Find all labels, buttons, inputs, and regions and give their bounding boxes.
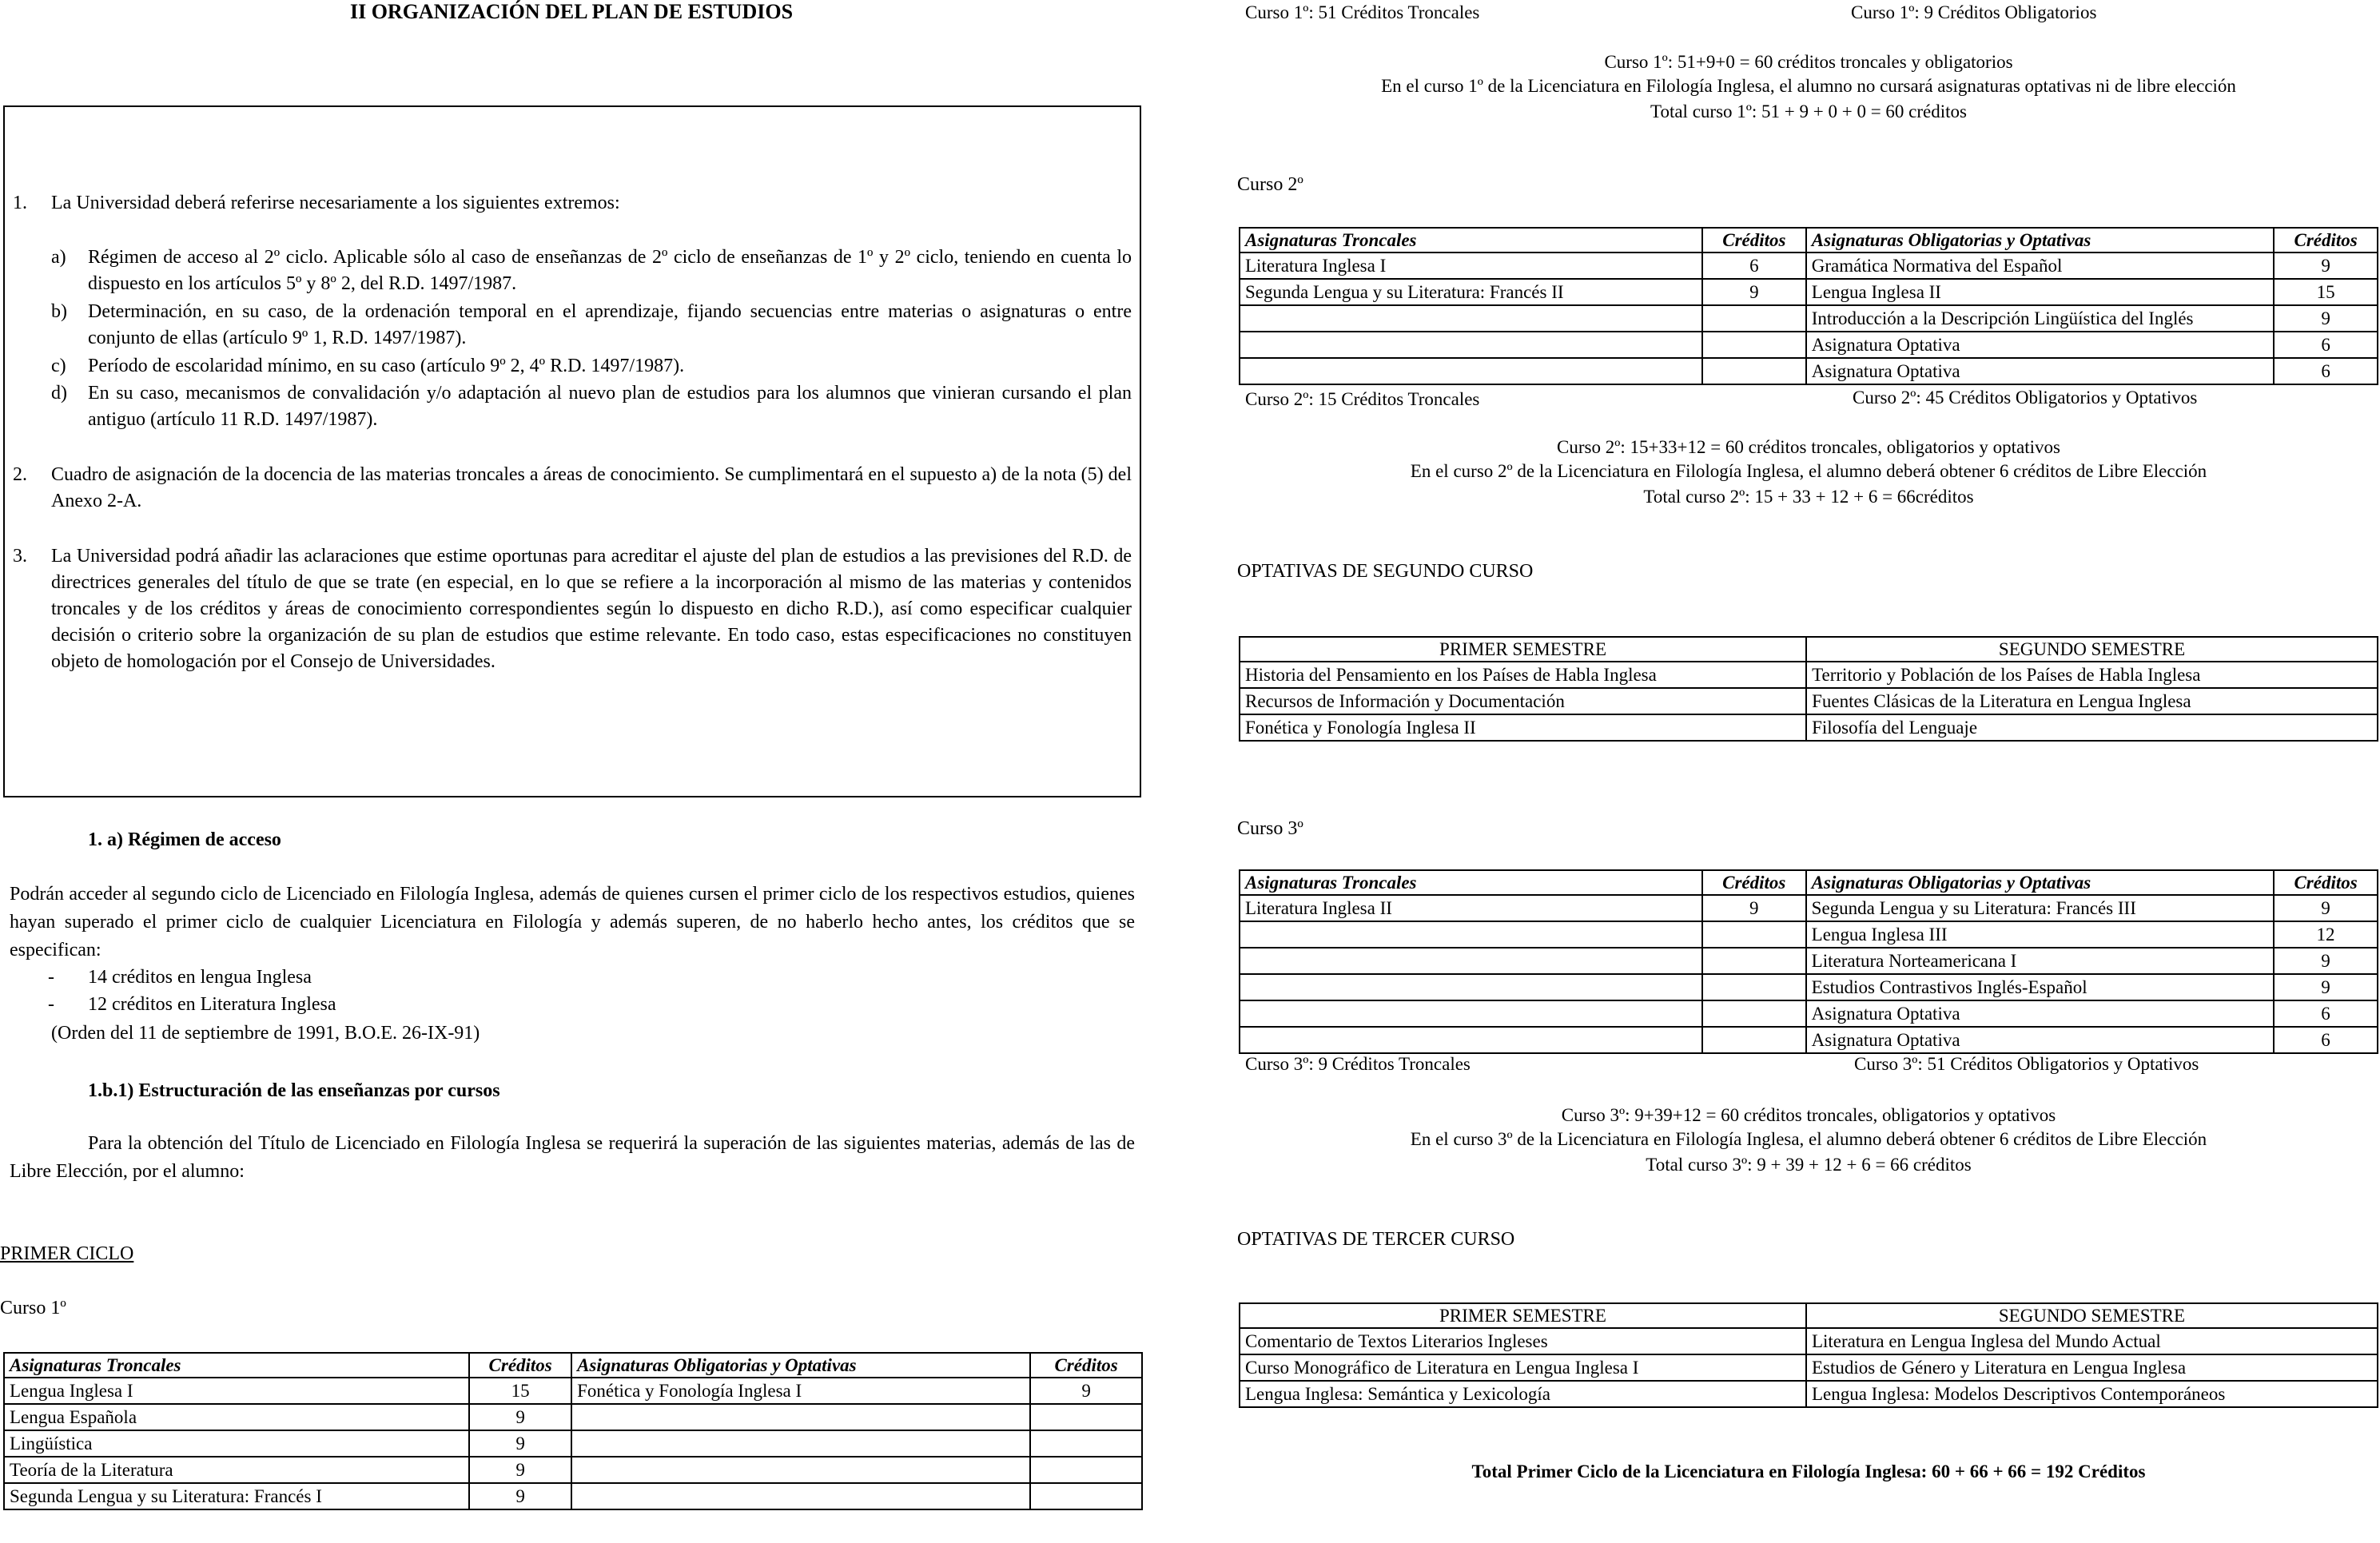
header-troncales: Asignaturas Troncales <box>4 1353 469 1378</box>
table-cell <box>1240 1000 1702 1027</box>
course3-total: Total curso 3º: 9 + 39 + 12 + 6 = 66 créditos <box>1646 1155 1972 1175</box>
table-cell <box>571 1483 1030 1509</box>
table-header-row <box>1240 1303 2378 1328</box>
table-row <box>4 1430 1142 1457</box>
course1-summary-troncales: Curso 1º: 51 Créditos Troncales <box>1245 2 1480 22</box>
opt3-title: OPTATIVAS DE TERCER CURSO <box>1237 1229 1515 1250</box>
table-cell: Fonética y Fonología Inglesa II <box>1240 714 1806 741</box>
table-cell: Lengua Inglesa: Semántica y Lexicología <box>1240 1381 1806 1407</box>
table-cell: Territorio y Población de los Países de Habla Inglesa <box>1806 662 2378 688</box>
table-cell <box>1702 305 1806 332</box>
table-cell <box>1030 1483 1142 1509</box>
table-cell: 9 <box>2274 974 2378 1000</box>
course1-summary-obligatorios: Curso 1º: 9 Créditos Obligatorios <box>1851 2 2097 22</box>
header-troncales: Asignaturas Troncales <box>1240 870 1702 895</box>
table-row <box>1240 1328 2378 1354</box>
header-troncales: Asignaturas Troncales <box>1240 228 1702 253</box>
note-number: d) <box>51 383 67 404</box>
table-cell: 6 <box>2274 1027 2378 1053</box>
table-cell: Estudios Contrastivos Inglés-Español <box>1806 974 2274 1000</box>
grand-total: Total Primer Ciclo de la Licenciatura en Filología Inglesa: 60 + 66 + 66 = 192 Créditos <box>1471 1461 2146 1481</box>
table-cell: 9 <box>469 1404 571 1430</box>
struct-heading: 1.b.1) Estructuración de las enseñanzas por cursos <box>88 1080 500 1101</box>
table-cell: Lingüística <box>4 1430 469 1457</box>
access-item-dash: - <box>48 994 54 1015</box>
table-cell: Lengua Inglesa III <box>1806 921 2274 948</box>
table-row <box>1240 714 2378 741</box>
notes-box <box>3 105 1141 797</box>
table-cell: Literatura Inglesa II <box>1240 895 1702 921</box>
struct-text: Para la obtención del Título de Licenciado en Filología Inglesa se requerirá la superación de las siguientes materias, además de las de Libre Elección, por el alumno: <box>10 1133 1135 1182</box>
table-cell: Segunda Lengua y su Literatura: Francés I <box>4 1483 469 1509</box>
note-text: En su caso, mecanismos de convalidación y/o adaptación al nuevo plan de estudios para los alumnos que vinieran cursando el plan antiguo (artículo 11 R.D. 1497/1987). <box>88 383 1132 430</box>
header-creditos: Créditos <box>2274 228 2378 253</box>
course2-calc: Curso 2º: 15+33+12 = 60 créditos troncales, obligatorios y optativos <box>1557 437 2060 457</box>
note-number: 1. <box>13 193 27 213</box>
table-row <box>1240 253 2378 279</box>
note-number: b) <box>51 301 67 322</box>
table-cell <box>571 1404 1030 1430</box>
table-cell: 9 <box>2274 948 2378 974</box>
table-cell: Introducción a la Descripción Lingüística del Inglés <box>1806 305 2274 332</box>
header-segundo-semestre: SEGUNDO SEMESTRE <box>1806 1303 2378 1328</box>
note-number: 2. <box>13 464 27 485</box>
table-row <box>4 1404 1142 1430</box>
table-row <box>1240 974 2378 1000</box>
table-cell <box>1702 921 1806 948</box>
table-cell <box>1702 332 1806 358</box>
header-creditos: Créditos <box>1030 1353 1142 1378</box>
table-cell: 9 <box>2274 305 2378 332</box>
table-cell <box>1240 1027 1702 1053</box>
table-cell: 9 <box>2274 253 2378 279</box>
note-text: La Universidad podrá añadir las aclaraciones que estime oportunas para acreditar el ajuste del plan de estudios a las previsiones del R.D. de directrices generales del título de que se trate (en especial, en lo que se refiere a la incorporación al mismo de las materias y contenidos troncales y de los créditos y áreas de conocimiento correspondientes según lo dispuesto en dicho R.D.), así como especificar cualquier decisión o criterio sobre la organización de su plan de estudios que estime relevante. En todo caso, estas especificaciones no constituyen objeto de homologación por el Consejo de Universidades. <box>51 546 1132 672</box>
table-row <box>1240 1381 2378 1407</box>
header-obligatorias: Asignaturas Obligatorias y Optativas <box>1806 228 2274 253</box>
table-cell: Lengua Inglesa I <box>4 1378 469 1404</box>
table-row <box>1240 1000 2378 1027</box>
table-cell: Comentario de Textos Literarios Ingleses <box>1240 1328 1806 1354</box>
note-number: c) <box>51 356 66 376</box>
access-item: 14 créditos en lengua Inglesa <box>88 967 312 988</box>
table-cell: 12 <box>2274 921 2378 948</box>
table-cell: Fuentes Clásicas de la Literatura en Lengua Inglesa <box>1806 688 2378 714</box>
table-row <box>1240 688 2378 714</box>
course3-summary-troncales: Curso 3º: 9 Créditos Troncales <box>1245 1054 1471 1074</box>
course1-calc: Curso 1º: 51+9+0 = 60 créditos troncales y obligatorios <box>1604 52 2013 72</box>
table-cell: 9 <box>469 1483 571 1509</box>
course3-calc: Curso 3º: 9+39+12 = 60 créditos troncales, obligatorios y optativos <box>1561 1105 2056 1125</box>
table-cell: Historia del Pensamiento en los Países de Habla Inglesa <box>1240 662 1806 688</box>
access-item: 12 créditos en Literatura Inglesa <box>88 994 336 1015</box>
table-cell <box>1240 921 1702 948</box>
note-text: Régimen de acceso al 2º ciclo. Aplicable sólo al caso de enseñanzas de 2º ciclo de enseñanzas de 1º y 2º ciclo, teniendo en cuenta lo dispuesto en los artículos 5º y 8º 2, del R.D. 1497/1987. <box>88 247 1132 294</box>
table-cell: Asignatura Optativa <box>1806 1000 2274 1027</box>
access-heading: 1. a) Régimen de acceso <box>88 829 281 850</box>
opt2-title: OPTATIVAS DE SEGUNDO CURSO <box>1237 561 1534 582</box>
table-cell <box>1240 974 1702 1000</box>
header-segundo-semestre: SEGUNDO SEMESTRE <box>1806 637 2378 662</box>
table-row <box>4 1483 1142 1509</box>
table-cell: Lengua Española <box>4 1404 469 1430</box>
page-title: II ORGANIZACIÓN DEL PLAN DE ESTUDIOS <box>349 0 794 23</box>
course3-summary-obligatorios: Curso 3º: 51 Créditos Obligatorios y Optativos <box>1854 1054 2199 1074</box>
table-cell <box>1702 1000 1806 1027</box>
course1-total: Total curso 1º: 51 + 9 + 0 + 0 = 60 créditos <box>1650 101 1967 121</box>
table-header-row <box>1240 870 2378 895</box>
table-cell <box>1030 1404 1142 1430</box>
header-primer-semestre: PRIMER SEMESTRE <box>1240 1303 1806 1328</box>
table-row <box>1240 921 2378 948</box>
table-cell: 9 <box>1702 895 1806 921</box>
course2-summary-obligatorios: Curso 2º: 45 Créditos Obligatorios y Optativos <box>1853 388 2198 408</box>
table-row <box>1240 948 2378 974</box>
opt2-table <box>1239 636 2378 742</box>
table-row <box>4 1457 1142 1483</box>
table-cell: Literatura Inglesa I <box>1240 253 1702 279</box>
note-text: Determinación, en su caso, de la ordenación temporal en el aprendizaje, fijando secuencias entre materias o asignaturas o entre conjunto de ellas (artículo 9º 1, R.D. 1497/1987). <box>88 301 1132 348</box>
course3-note: En el curso 3º de la Licenciatura en Filología Inglesa, el alumno deberá obtener 6 créditos de Libre Elección <box>1410 1129 2207 1149</box>
table-cell: Asignatura Optativa <box>1806 1027 2274 1053</box>
course2-summary-troncales: Curso 2º: 15 Créditos Troncales <box>1245 389 1480 409</box>
header-creditos: Créditos <box>1702 228 1806 253</box>
table-cell: Literatura en Lengua Inglesa del Mundo Actual <box>1806 1328 2378 1354</box>
table-cell: 9 <box>469 1457 571 1483</box>
header-creditos: Créditos <box>1702 870 1806 895</box>
table-cell: Asignatura Optativa <box>1806 358 2274 384</box>
table-cell: Filosofía del Lenguaje <box>1806 714 2378 741</box>
access-item-dash: - <box>48 967 54 988</box>
table-cell: Curso Monográfico de Literatura en Lengua Inglesa I <box>1240 1354 1806 1381</box>
table-header-row <box>1240 637 2378 662</box>
table-cell: 9 <box>2274 895 2378 921</box>
header-primer-semestre: PRIMER SEMESTRE <box>1240 637 1806 662</box>
table-cell: Lengua Inglesa: Modelos Descriptivos Contemporáneos <box>1806 1381 2378 1407</box>
table-cell: Gramática Normativa del Español <box>1806 253 2274 279</box>
course1-table <box>3 1352 1143 1510</box>
table-cell: 6 <box>2274 358 2378 384</box>
course2-total: Total curso 2º: 15 + 33 + 12 + 6 = 66créditos <box>1643 487 1974 507</box>
table-row <box>1240 358 2378 384</box>
table-cell <box>1240 332 1702 358</box>
note-text: Cuadro de asignación de la docencia de las materias troncales a áreas de conocimiento. Se cumplimentará en el supuesto a) de la nota (5) del Anexo 2-A. <box>51 464 1132 511</box>
course2-note: En el curso 2º de la Licenciatura en Filología Inglesa, el alumno deberá obtener 6 créditos de Libre Elección <box>1410 461 2207 481</box>
header-creditos: Créditos <box>2274 870 2378 895</box>
table-cell: Segunda Lengua y su Literatura: Francés III <box>1806 895 2274 921</box>
table-row <box>1240 895 2378 921</box>
table-row <box>1240 305 2378 332</box>
table-header-row <box>4 1353 1142 1378</box>
table-row <box>1240 1354 2378 1381</box>
table-cell: Fonética y Fonología Inglesa I <box>571 1378 1030 1404</box>
course1-title: Curso 1º <box>0 1298 66 1318</box>
table-cell: Literatura Norteamericana I <box>1806 948 2274 974</box>
table-cell <box>571 1430 1030 1457</box>
table-cell <box>1702 948 1806 974</box>
note-number: 3. <box>13 546 27 567</box>
table-cell: Recursos de Información y Documentación <box>1240 688 1806 714</box>
table-row <box>1240 662 2378 688</box>
header-obligatorias: Asignaturas Obligatorias y Optativas <box>1806 870 2274 895</box>
table-cell: Segunda Lengua y su Literatura: Francés II <box>1240 279 1702 305</box>
table-cell <box>1240 305 1702 332</box>
table-cell: 9 <box>1030 1378 1142 1404</box>
table-row <box>1240 279 2378 305</box>
note-text: La Universidad deberá referirse necesariamente a los siguientes extremos: <box>51 193 620 213</box>
table-cell <box>1702 358 1806 384</box>
table-cell: 9 <box>469 1430 571 1457</box>
table-cell <box>571 1457 1030 1483</box>
table-cell: 6 <box>2274 1000 2378 1027</box>
table-cell <box>1702 1027 1806 1053</box>
note-number: a) <box>51 247 66 268</box>
table-cell: Estudios de Género y Literatura en Lengua Inglesa <box>1806 1354 2378 1381</box>
table-row <box>1240 1027 2378 1053</box>
table-cell <box>1702 974 1806 1000</box>
cycle-title: PRIMER CICLO <box>0 1243 134 1264</box>
course2-title: Curso 2º <box>1237 174 1303 195</box>
access-text: Podrán acceder al segundo ciclo de Licenciado en Filología Inglesa, además de quienes cursen el primer ciclo de los respectivos estudios, quienes hayan superado el primer ciclo de cualquier Licenciatura en Filología y además superen, de no haberlo hecho antes, los créditos que se especifican: <box>10 884 1135 960</box>
table-cell: Lengua Inglesa II <box>1806 279 2274 305</box>
course3-table <box>1239 869 2378 1054</box>
opt3-table <box>1239 1302 2378 1408</box>
course3-title: Curso 3º <box>1237 818 1303 839</box>
table-cell: Teoría de la Literatura <box>4 1457 469 1483</box>
header-creditos: Créditos <box>469 1353 571 1378</box>
course2-table <box>1239 227 2378 385</box>
table-cell: 9 <box>1702 279 1806 305</box>
table-header-row <box>1240 228 2378 253</box>
table-cell: 15 <box>2274 279 2378 305</box>
table-row <box>1240 332 2378 358</box>
table-row <box>4 1378 1142 1404</box>
note-text: Período de escolaridad mínimo, en su caso (artículo 9º 2, 4º R.D. 1497/1987). <box>88 356 685 376</box>
access-order: (Orden del 11 de septiembre de 1991, B.O.E. 26-IX-91) <box>51 1023 480 1044</box>
table-cell: Asignatura Optativa <box>1806 332 2274 358</box>
table-cell <box>1030 1457 1142 1483</box>
table-cell <box>1240 358 1702 384</box>
table-cell: 6 <box>1702 253 1806 279</box>
table-cell <box>1030 1430 1142 1457</box>
header-obligatorias: Asignaturas Obligatorias y Optativas <box>571 1353 1030 1378</box>
table-cell <box>1240 948 1702 974</box>
course1-note: En el curso 1º de la Licenciatura en Filología Inglesa, el alumno no cursará asignaturas optativas ni de libre elección <box>1381 76 2236 96</box>
table-cell: 6 <box>2274 332 2378 358</box>
table-cell: 15 <box>469 1378 571 1404</box>
